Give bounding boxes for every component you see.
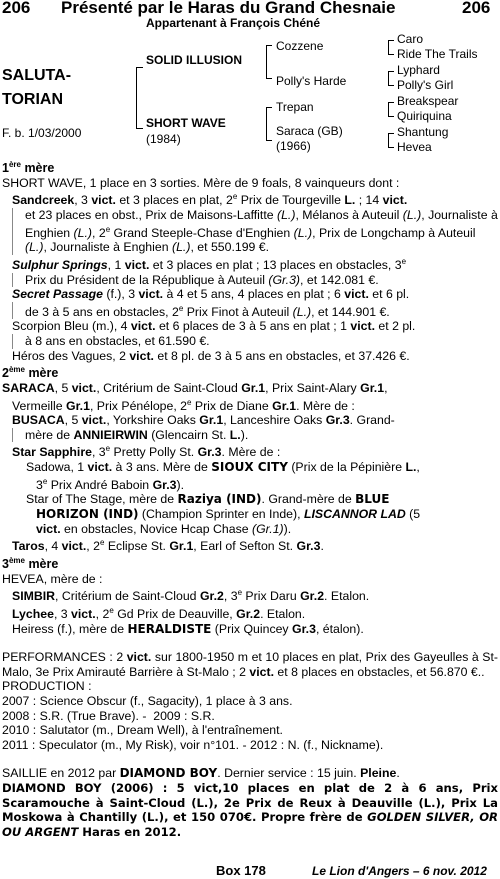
sire-name: SOLID ILLUSION [146,53,242,67]
produce-entry: Lychee, 3 vict., 2e Gd Prix de Deauville, Gr.2. Etalon. [12,605,306,622]
performances-paragraph: PERFORMANCES : 2 vict. sur 1800-1950 m et 10 places en plat, Prix des Gayeulles à St-Malo, 3e Prix Amirauté Barrière à St-Malo ; 2 vict. et 8 places en obstacles, et 56.870 €.. [2,650,498,679]
dam-dam-year: (1966) [276,139,311,153]
g4-ancestor: Caro [397,32,424,46]
produce-entry-cont: et 23 places en obst., Prix de Maisons-Laffitte (L.), Mélanos à Auteuil (L.), Journaliste à Enghien (L.), 2e Grand Steeple-Chase d'Enghien (L.), Prix de Longchamp à Auteuil (L.), Journaliste à Enghien (L.), et 550.199 €. [12,208,498,255]
production-item: 2008 : S.R. (True Brave). - 2009 : S.R. [2,708,215,723]
dam-paragraph: HEVEA, mère de : [2,571,103,586]
dam-paragraph: SARACA, 5 vict., Critérium de Saint-Cloud Gr.1, Prix Saint-Alary Gr.1, [2,381,388,395]
produce-entry: Scorpion Bleu (m.), 4 vict. et 6 places de 3 à 5 ans en plat ; 1 vict. et 2 pl. [12,319,416,334]
bracket-g4-4 [388,133,394,148]
g4-ancestor: Lyphard [397,63,440,77]
produce-entry: Taros, 4 vict., 2e Eclipse St. Gr.1, Earl of Sefton St. Gr.3. [12,538,324,554]
g4-ancestor: Quiriquina [397,109,452,123]
produce-entry: BUSACA, 5 vict., Yorkshire Oaks Gr.1, Lanceshire Oaks Gr.3. Grand- [12,413,395,428]
box-number: Box 178 [216,863,266,878]
produce-entry-cont: mère de ANNIEIRWIN (Glencairn St. L.). [12,428,498,443]
bracket-g4-3 [388,102,394,117]
lot-number-right: 206 [462,0,491,17]
g4-ancestor: Breakspear [397,94,459,108]
horse-name-line1: SALUTA- [2,67,72,84]
dam-paragraph-cont: Vermeille Gr.1, Prix Pénélope, 2e Prix de Diane Gr.1. Mère de : [12,397,355,413]
produce-entry: Heiress (f.), mère de HERALDISTE (Prix Quincey Gr.3, étalon). [12,621,364,636]
g4-ancestor: Shantung [397,125,449,139]
produce-entry: Sandcreek, 3 vict. et 3 places en plat, 2e Prix de Tourgeville L. ; 14 vict. [12,192,408,208]
produce-entry-cont: HORIZON (IND) (Champion Sprinter en Inde), LISCANNOR LAD (5 [36,507,421,522]
produce-entry-cont: à 8 ans en obstacles, et 61.590 €. [12,334,498,349]
sire-dam: Polly's Harde [276,74,347,88]
section-heading: 3ème mère [2,555,59,572]
produce-entry-cont: vict. en obstacles, Novice Hcap Chase (Gr.1)). [36,521,292,536]
dam-paragraph: SHORT WAVE, 1 place en 3 sorties. Mère de 9 foals, 8 vainqueurs dont : [2,175,400,190]
produce-entry-cont: de 3 à 5 ans en obstacles, 2e Prix Finot à Auteuil (L.), et 144.901 €. [12,302,498,320]
produce-entry: Secret Passage (f.), 3 vict. à 4 et 5 ans, 4 places en plat ; 6 vict. et 6 pl. [12,287,410,302]
production-item: 2010 : Salutator (m., Dream Well), à l'entraînement. [2,723,283,738]
sale-info: Le Lion d'Angers – 6 nov. 2012 [312,864,487,878]
catalogue-body [2,158,498,839]
bracket-sire-dam [136,67,143,129]
produce-entry: Star Sapphire, 3e Pretty Polly St. Gr.3. Mère de : [12,444,281,460]
horse-name-line2: TORIAN [2,91,64,108]
production-heading: PRODUCTION : [2,679,92,694]
g4-ancestor: Ride The Trails [397,47,478,61]
bracket-g4-1 [388,40,394,55]
bracket-sire-line [266,45,272,79]
dam-name: SHORT WAVE [146,116,226,130]
page-title: Présenté par le Haras du Grand Chesnaie [61,0,396,17]
bracket-dam-line [266,107,272,141]
produce-entry: Sadowa, 1 vict. à 3 ans. Mère de SIOUX CITY (Prix de la Pépinière L., [26,460,420,475]
g4-ancestor: Hevea [397,140,432,154]
bracket-g4-2 [388,71,394,86]
production-item: 2011 : Speculator (m., My Risk), voir n°101. - 2012 : N. (f., Nickname). [2,737,384,752]
produce-entry-cont: 3e Prix André Baboin Gr.3). [36,476,185,492]
produce-entry: Héros des Vagues, 2 vict. et 8 pl. de 3 à 5 ans en obstacles, et 37.426 €. [12,348,410,363]
dam-sire: Trepan [276,100,314,114]
produce-entry: SIMBIR, Critérium de Saint-Cloud Gr.2, 3e Prix Daru Gr.2. Etalon. [12,588,370,604]
covering-paragraph: SAILLIE en 2012 par DIAMOND BOY. Dernier service : 15 juin. Pleine. [2,766,400,781]
dam-year: (1984) [146,132,181,146]
production-item: 2007 : Science Obscur (f., Sagacity), 1 place à 3 ans. [2,694,293,708]
stallion-note: DIAMOND BOY (2006) : 5 vict,10 places en plat de 2 à 6 ans, Prix Scaramouche à Saint-Cloud (L.), 2e Prix de Reux à Deauville (L.), Prix La Moskowa à Chantilly (L.), et 150 070€. Propre frère de GOLDEN SILVER, OR OU ARGENT Haras en 2012. [2,780,498,839]
section-heading: 2ème mère [2,365,59,381]
g4-ancestor: Polly's Girl [397,78,454,92]
section-heading: 1ère mère [2,160,55,176]
birth-info: F. b. 1/03/2000 [2,126,82,140]
lot-number-left: 206 [2,0,31,17]
produce-entry: Sulphur Springs, 1 vict. et 3 places en plat ; 13 places en obstacles, 3e [12,256,407,272]
owner-subtitle: Appartenant à François Chéné [146,16,321,30]
produce-entry-cont: Prix du Président de la République à Auteuil (Gr.3), et 142.081 €. [12,273,498,288]
produce-entry: Star of The Stage, mère de Raziya (IND). Grand-mère de BLUE [26,492,390,507]
sire-sire: Cozzene [276,39,324,53]
dam-dam: Saraca (GB) [276,124,343,138]
